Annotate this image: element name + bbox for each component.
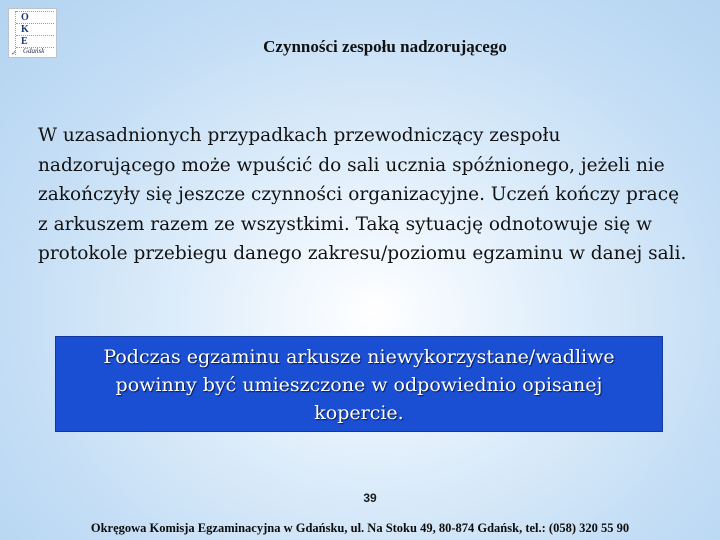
notice-box	[55, 336, 663, 432]
logo-letter-e: E	[21, 36, 28, 47]
slide-title: Czynności zespołu nadzorującego	[263, 37, 507, 56]
notice-text: Podczas egzaminu arkusze niewykorzystane/wadliwe powinny być umieszczone w odpowiednio opisanej kopercie.	[103, 346, 615, 424]
footer-address: Okręgowa Komisja Egzaminacyjna w Gdańsku, ul. Na Stoku 49, 80-874 Gdańsk, tel.: (058) 320 55 90	[90, 521, 630, 535]
slide-body-text: W uzasadnionych przypadkach przewodniczący zespołu nadzorującego może wpuścić do sali ucznia spóźnionego, jeżeli nie zakończyły się jeszcze czynności organizacyjne. Uczeń kończy pracę z arkuszem razem ze wszystkimi. Taką sytuację odnotowuje się w protokole przebiegu danego zakresu/poziomu egzaminu w danej sali.	[38, 125, 687, 264]
logo-letter-o: O	[21, 12, 29, 23]
logo-mark-icon: ✓	[11, 49, 17, 57]
oke-logo	[8, 8, 57, 58]
logo-letter-k: K	[21, 24, 29, 35]
page-number: 39	[363, 491, 377, 505]
logo-city: Gdańsk	[23, 47, 45, 55]
